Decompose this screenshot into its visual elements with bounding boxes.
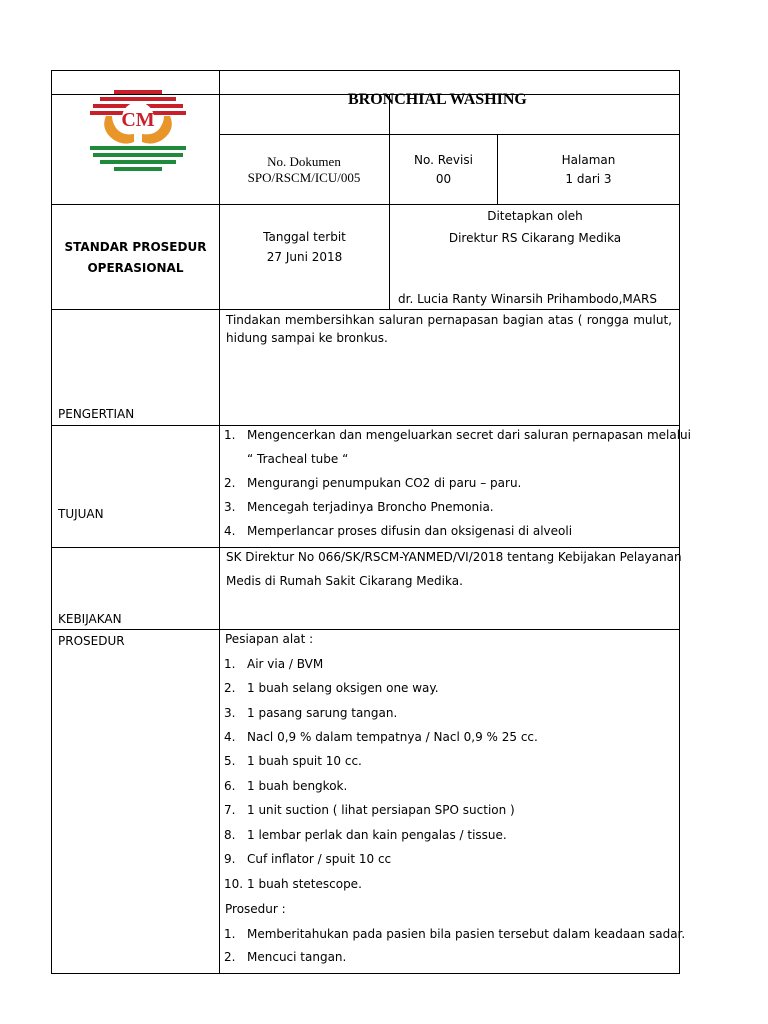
preparation-heading: Pesiapan alat : xyxy=(225,632,314,646)
list-item-number: 1. xyxy=(224,927,236,941)
table-border-top xyxy=(51,70,680,71)
table-rule xyxy=(219,134,680,135)
doc-number-value: SPO/RSCM/ICU/005 xyxy=(247,170,361,185)
list-item-number: 4. xyxy=(224,524,236,538)
issued-date-value: 27 Juni 2018 xyxy=(266,250,343,264)
list-item: Nacl 0,9 % dalam tempatnya / Nacl 0,9 % 25 cc. xyxy=(247,730,538,744)
list-item: Memperlancar proses difusin dan oksigenasi di alveoli xyxy=(247,524,573,538)
list-item-number: 3. xyxy=(224,500,236,514)
table-border-right xyxy=(679,70,680,974)
sop-heading-line1: STANDAR PROSEDUR xyxy=(64,240,207,254)
list-item: Memberitahukan pada pasien bila pasien tersebut dalam keadaan sadar. xyxy=(247,927,686,941)
list-item-number: 2. xyxy=(224,681,236,695)
list-item-continuation: “ Tracheal tube “ xyxy=(247,452,349,466)
list-item-number: 10. xyxy=(224,877,244,891)
list-item: 1 lembar perlak dan kain pengalas / tissue. xyxy=(247,828,507,842)
section-label-kebijakan: KEBIJAKAN xyxy=(58,612,122,626)
list-item: Air via / BVM xyxy=(247,657,324,671)
list-item: 1 buah spuit 10 cc. xyxy=(247,754,362,768)
table-border-bottom xyxy=(51,973,680,974)
list-item: 1 pasang sarung tangan. xyxy=(247,706,398,720)
table-rule xyxy=(51,547,680,548)
table-column-divider xyxy=(389,94,390,310)
section-label-tujuan: TUJUAN xyxy=(58,507,104,521)
table-rule xyxy=(51,309,680,310)
signatory-name: dr. Lucia Ranty Winarsih Prihambodo,MARS xyxy=(398,292,657,306)
logo-letters: CM xyxy=(121,109,155,131)
document-title: BRONCHIAL WASHING xyxy=(348,91,527,108)
list-item-number: 5. xyxy=(224,754,236,768)
doc-number-label: No. Dokumen xyxy=(267,154,341,169)
hospital-logo xyxy=(88,88,188,180)
table-column-divider xyxy=(497,134,498,205)
issued-date-label: Tanggal terbit xyxy=(263,230,346,244)
list-item-number: 7. xyxy=(224,803,236,817)
list-item-number: 3. xyxy=(224,706,236,720)
list-item: Mengurangi penumpukan CO2 di paru – paru. xyxy=(247,476,522,490)
list-item-number: 2. xyxy=(224,476,236,490)
table-rule xyxy=(51,425,680,426)
list-item: Mencegah terjadinya Broncho Pnemonia. xyxy=(247,500,494,514)
table-rule xyxy=(51,204,680,205)
sop-heading-line2: OPERASIONAL xyxy=(87,261,184,275)
list-item-number: 9. xyxy=(224,852,236,866)
list-item: Cuf inflator / spuit 10 cc xyxy=(247,852,392,866)
table-border-left xyxy=(51,70,52,974)
section-label-prosedur: PROSEDUR xyxy=(58,634,125,648)
approved-by-label: Ditetapkan oleh xyxy=(487,209,583,223)
page-value: 1 dari 3 xyxy=(565,172,612,186)
list-item-number: 4. xyxy=(224,730,236,744)
revision-label: No. Revisi xyxy=(414,153,473,167)
list-item: 1 buah selang oksigen one way. xyxy=(247,681,439,695)
list-item-number: 6. xyxy=(224,779,236,793)
list-item: Mengencerkan dan mengeluarkan secret dari saluran pernapasan melalui xyxy=(247,428,691,442)
page-label: Halaman xyxy=(561,153,616,167)
kebijakan-text-line2: Medis di Rumah Sakit Cikarang Medika. xyxy=(226,574,463,588)
table-column-divider xyxy=(219,70,220,974)
list-item-number: 8. xyxy=(224,828,236,842)
list-item-number: 1. xyxy=(224,657,236,671)
table-rule xyxy=(51,629,680,630)
revision-value: 00 xyxy=(435,172,452,186)
list-item: 1 buah stetescope. xyxy=(247,877,362,891)
approved-by-position: Direktur RS Cikarang Medika xyxy=(448,231,622,245)
list-item-number: 1. xyxy=(224,428,236,442)
section-label-pengertian: PENGERTIAN xyxy=(58,407,135,421)
list-item: 1 buah bengkok. xyxy=(247,779,348,793)
kebijakan-text-line1: SK Direktur No 066/SK/RSCM-YANMED/VI/2018 tentang Kebijakan Pelayanan xyxy=(226,550,682,564)
pengertian-text: Tindakan membersihkan saluran pernapasan bagian atas ( rongga mulut, hidung sampai ke bronkus. xyxy=(226,313,672,345)
procedure-heading: Prosedur : xyxy=(225,902,286,916)
list-item: 1 unit suction ( lihat persiapan SPO suction ) xyxy=(247,803,515,817)
list-item: Mencuci tangan. xyxy=(247,950,347,964)
list-item-number: 2. xyxy=(224,950,236,964)
